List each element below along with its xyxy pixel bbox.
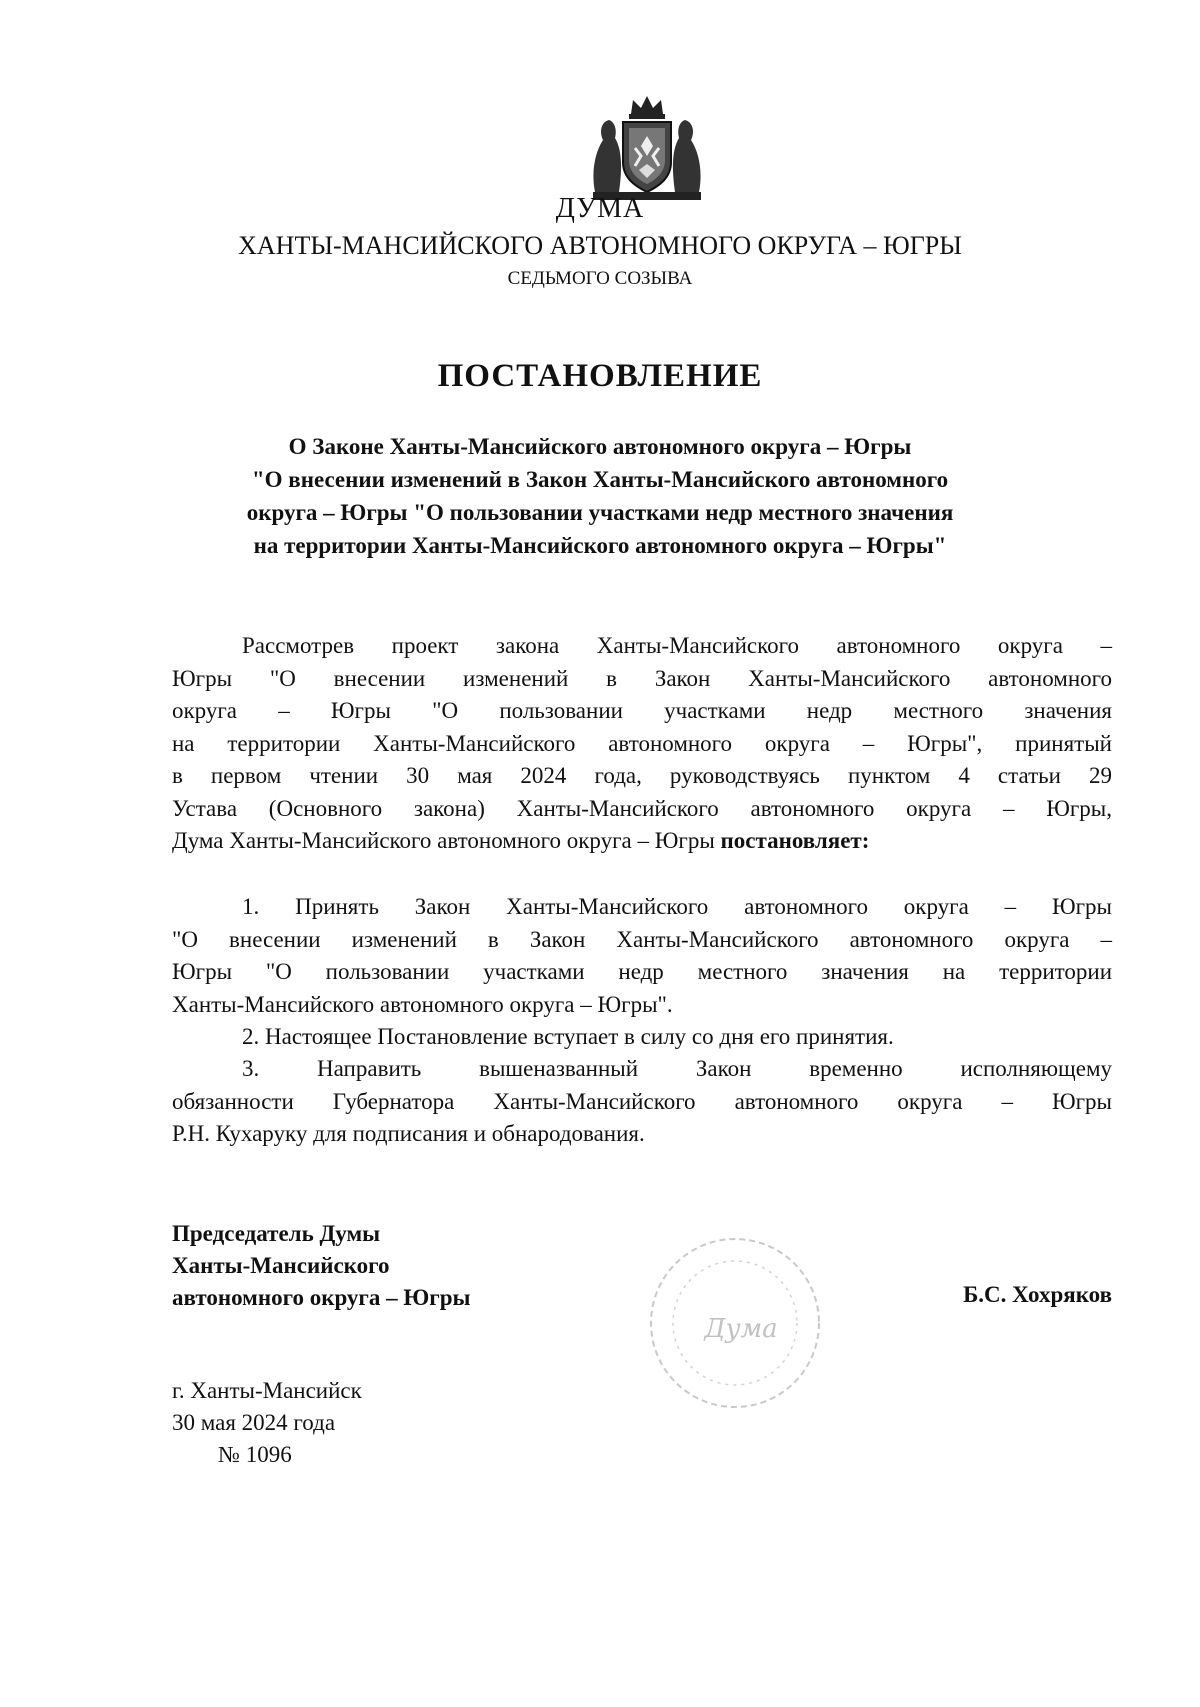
item-2	[172, 1021, 1112, 1054]
signatory-position	[172, 1218, 470, 1314]
item-1	[172, 891, 1112, 1021]
preamble-line: Рассмотрев проект закона Ханты-Мансийского автономного округа –	[242, 633, 1112, 658]
law-title	[150, 430, 1050, 562]
item-line: Югры "О пользовании участками недр местного значения на территории	[172, 959, 1112, 984]
item-line: 1. Принять Закон Ханты-Мансийского автономного округа – Югры	[242, 894, 1112, 919]
item-3	[172, 1053, 1112, 1151]
stamp-text: Дума	[704, 1314, 778, 1344]
item-line: 2. Настоящее Постановление вступает в силу со дня его принятия.	[242, 1024, 894, 1049]
position-line: Ханты-Мансийского	[172, 1253, 390, 1278]
org-region: ХАНТЫ-МАНСИЙСКОГО АВТОНОМНОГО ОКРУГА – ЮГРЫ	[238, 231, 962, 260]
city: г. Ханты-Мансийск	[172, 1378, 362, 1403]
position-line: автономного округа – Югры	[172, 1285, 471, 1310]
preamble-line: Югры "О внесении изменений в Закон Ханты-Мансийского автономного	[172, 665, 1112, 691]
signatory-name: Б.С. Хохряков	[963, 1282, 1112, 1307]
law-title-line: О Законе Ханты-Мансийского автономного округа – Югры	[288, 434, 912, 459]
position-line: Председатель Думы	[172, 1221, 381, 1246]
law-title-line: на территории Ханты-Мансийского автономного округа – Югры"	[253, 533, 947, 558]
law-title-line: округа – Югры "О пользовании участками недр местного значения	[246, 500, 954, 525]
stamp-seal	[645, 1233, 825, 1413]
item-line: "О внесении изменений в Закон Ханты-Мансийского автономного округа –	[172, 926, 1112, 952]
resolves-word: постановляет:	[720, 828, 870, 853]
preamble-line: Устава (Основного закона) Ханты-Мансийского автономного округа – Югры,	[172, 795, 1112, 821]
preamble-line: Дума Ханты-Мансийского автономного округа – Югры	[172, 828, 715, 853]
item-line: Ханты-Мансийского автономного округа – Югры".	[172, 991, 673, 1017]
preamble-line: округа – Югры "О пользовании участками недр местного значения	[172, 698, 1112, 723]
document-footer	[172, 1375, 362, 1471]
coat-of-arms-icon	[589, 92, 705, 204]
law-title-line: "О внесении изменений в Закон Ханты-Мансийского автономного	[251, 467, 949, 492]
document-number: № 1096	[218, 1442, 292, 1467]
org-title: ДУМА	[555, 193, 645, 224]
item-line: 3. Направить вышеназванный Закон временно исполняющему	[242, 1056, 1112, 1081]
item-line: обязанности Губернатора Ханты-Мансийского автономного округа – Югры	[172, 1088, 1112, 1114]
item-line: Р.Н. Кухаруку для подписания и обнародования.	[172, 1121, 645, 1146]
convocation: СЕДЬМОГО СОЗЫВА	[507, 268, 693, 289]
preamble-line: в первом чтении 30 мая 2024 года, руководствуясь пунктом 4 статьи 29	[172, 763, 1112, 788]
preamble-line: на территории Ханты-Мансийского автономного округа – Югры", принятый	[172, 730, 1112, 756]
date: 30 мая 2024 года	[172, 1410, 336, 1435]
document-type: ПОСТАНОВЛЕНИЕ	[437, 358, 763, 394]
preamble-last-line	[172, 825, 1112, 858]
preamble	[172, 630, 1112, 858]
